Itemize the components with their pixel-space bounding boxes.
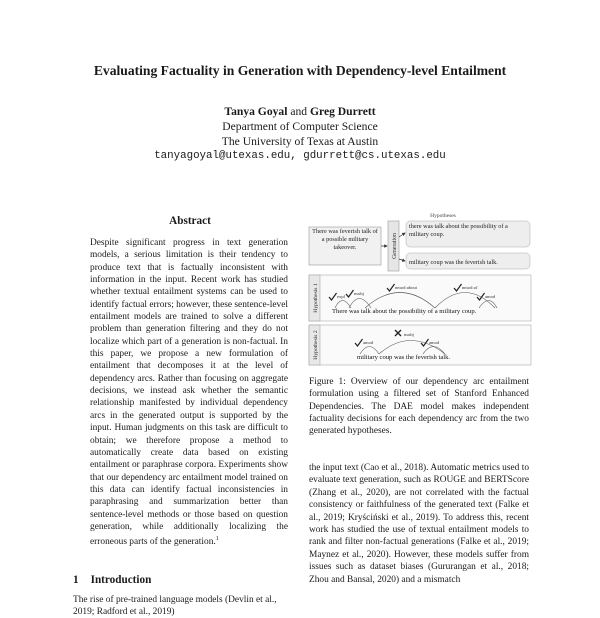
hyp2-text: military coup was the feverish talk. <box>409 259 498 266</box>
h1-label-amod: amod <box>485 294 496 299</box>
abstract-heading: Abstract <box>169 215 211 227</box>
h1-label-expl: expl <box>337 294 345 299</box>
h2-label-amod-2: amod <box>429 340 440 345</box>
gen-arrow-1 <box>399 233 405 237</box>
figure-diagram <box>305 207 535 367</box>
section-number: 1 <box>73 574 79 586</box>
hypotheses-label: Hypotheses <box>430 213 456 219</box>
hypothesis2-label: Hypothesis 2 <box>313 330 319 360</box>
h1-label-nmod-of: nmod:of <box>462 285 478 290</box>
gen-arrow-2 <box>399 259 405 261</box>
paper-title: Evaluating Factuality in Generation with Dependency-level Entailment <box>93 63 507 78</box>
author-emails: tanyagoyal@utexas.edu, gdurrett@cs.utexas.edu <box>154 150 446 162</box>
section-title: Introduction <box>90 574 152 586</box>
introduction-heading <box>73 574 151 586</box>
footnote-mark: 1 <box>215 536 219 543</box>
university: The University of Texas at Austin <box>221 135 379 148</box>
h2-label-amod-1: amod <box>363 340 374 345</box>
h1-label-nsubj: nsubj <box>354 291 364 296</box>
figure-1 <box>305 207 535 367</box>
h2-label-nsubj: nsubj <box>404 332 414 337</box>
author-1: Tanya Goyal <box>224 105 288 118</box>
input-text: There was feverish talk of a possible military takeover. <box>312 228 378 251</box>
author-names <box>0 104 600 119</box>
department: Department of Computer Science <box>222 120 378 133</box>
author-and: and <box>290 105 308 118</box>
hyp1-text: there was talk about the possibility of a military coup. <box>409 223 508 238</box>
hypothesis1-label: Hypothesis 1 <box>313 283 319 313</box>
hypothesis1-sentence: There was talk about the possibility of a military coup. <box>332 308 477 315</box>
author-block <box>0 104 600 164</box>
generation-label: Generation <box>392 233 398 259</box>
h1-label-nmod-about: nmod:about <box>395 285 417 290</box>
abstract-text: Despite significant progress in text generation models, a serious limitation is their tendency to produce text that is factually inconsistent with information in the input. Recent work has studied whether textual entailment systems can be used to identify factual errors; however, these sentence-level entailment models are trained to solve a different problem than generation filtering and they do not localize which part of a generation is non-factual. In this paper, we propose a new formulation of entailment that decomposes it at the level of dependency arcs. Rather than focusing on aggregate decisions, we instead ask whether the semantic relationship manifested by individual dependency arcs in the generated output is supported by the input. Human judgments on this task are difficult to obtain; we therefore propose a method to automatically create data based on existing entailment or paraphrase corpora. Experiments show that our dependency arc entailment model trained on this data can identify factual inconsistencies in paraphrasing and summarization better than sentence-level methods or those based on question generation, while additionally localizing the erroneous parts of the generation. <box>90 238 288 548</box>
author-2: Greg Durrett <box>310 105 376 118</box>
abstract-body <box>90 237 288 549</box>
hypothesis2-sentence: military coup was the feverish talk. <box>357 354 451 361</box>
right-column-text: the input text (Cao et al., 2018). Automatic metrics used to evaluate text generation, such as ROUGE and BERTScore (Zhang et al., 2020), are not correlated with the factual consistency or faithfulness of the generated text (Falke et al., 2019; Kryściński et al., 2019). To address this, recent work has studied the use of textual entailment models to rank and filter non-factual generations (Falke et al., 2019; Maynez et al., 2020). However, these models suffer from issues such as dataset biases (Gururangan et al., 2018; Zhou and Bansal, 2020) and a mismatch <box>309 463 530 585</box>
introduction-first-line: The rise of pre-trained language models (Devlin et al., 2019; Radford et al., 2019) <box>73 595 277 617</box>
figure-caption: Figure 1: Overview of our dependency arc entailment formulation using a filtered set of Stanford Enhanced Dependencies. The DAE model makes independent factuality decisions for each dependency arc from the two generated hypotheses. <box>309 377 529 437</box>
